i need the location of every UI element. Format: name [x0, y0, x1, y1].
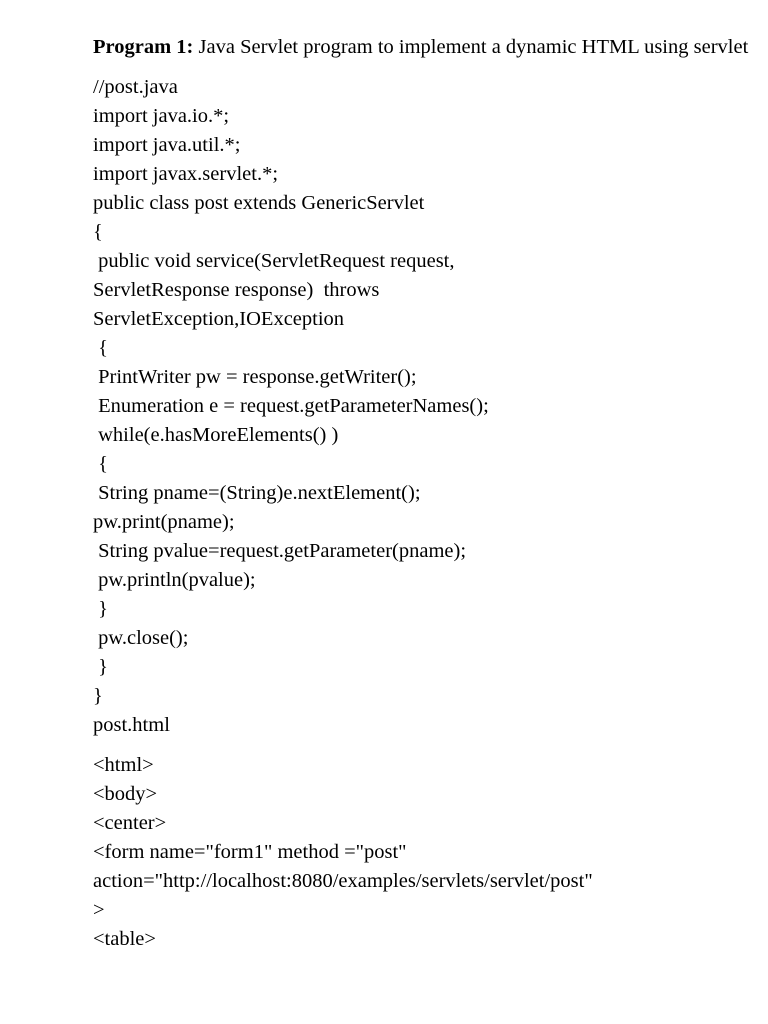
html-code-line: <html> [93, 754, 154, 776]
java-code-line: public class post extends GenericServlet [93, 192, 425, 214]
html-code-line: <table> [93, 928, 156, 950]
html-code-line: <body> [93, 783, 158, 805]
html-code-line: <form name="form1" method ="post" [93, 841, 407, 863]
java-code-line: import java.io.*; [93, 105, 230, 127]
java-code-line: String pname=(String)e.nextElement(); [93, 482, 421, 504]
java-code-line: pw.println(pvalue); [93, 569, 256, 591]
java-code-line: while(e.hasMoreElements() ) [93, 424, 339, 446]
java-code-line: import javax.servlet.*; [93, 163, 279, 185]
java-code-line: pw.close(); [93, 627, 189, 649]
html-code-block [93, 751, 753, 954]
html-code-line: <center> [93, 812, 167, 834]
java-code-line: //post.java [93, 76, 178, 98]
java-code-line: PrintWriter pw = response.getWriter(); [93, 366, 417, 388]
java-code-line: import java.util.*; [93, 134, 241, 156]
java-code-line: } [93, 598, 108, 620]
java-code-line: Enumeration e = request.getParameterNames(); [93, 395, 489, 417]
html-code-line: > [93, 899, 105, 921]
java-code-line: { [93, 221, 103, 243]
java-code-line: pw.print(pname); [93, 511, 235, 533]
java-code-line: { [93, 337, 108, 359]
java-code-line: } [93, 685, 103, 707]
java-code-block [93, 73, 753, 740]
java-code-line: { [93, 453, 108, 475]
java-code-line: public void service(ServletRequest request, [93, 250, 455, 272]
java-code-line: } [93, 656, 108, 678]
program-description: Java Servlet program to implement a dynamic HTML using servlet [193, 36, 749, 58]
java-code-line: String pvalue=request.getParameter(pname); [93, 540, 467, 562]
java-code-line: ServletException,IOException [93, 308, 345, 330]
java-code-line: ServletResponse response) throws [93, 279, 380, 301]
program-heading [93, 33, 753, 62]
html-code-line: action="http://localhost:8080/examples/servlets/servlet/post" [93, 870, 593, 892]
program-label: Program 1: [93, 36, 194, 58]
java-code-line: post.html [93, 714, 170, 736]
document-page [93, 33, 753, 954]
